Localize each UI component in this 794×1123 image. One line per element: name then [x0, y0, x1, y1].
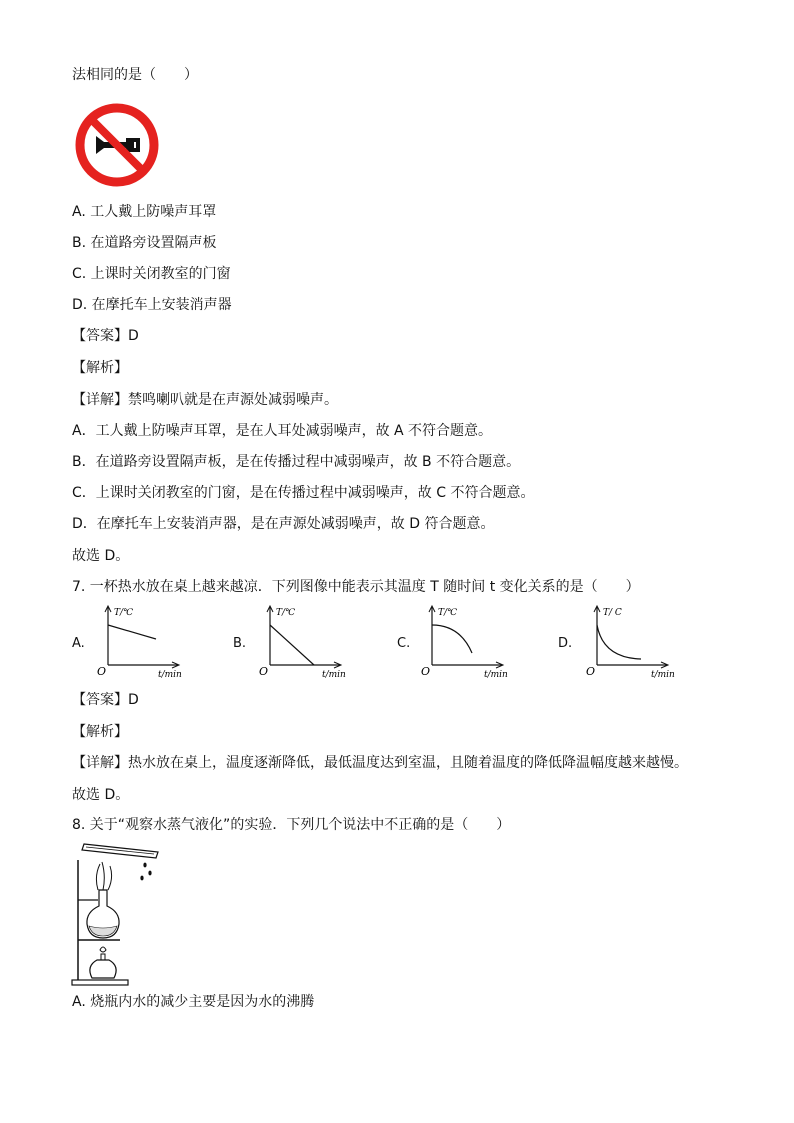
q6-answer: 【答案】D [72, 328, 139, 344]
q7-graph-d-ylabel: T/ C [603, 608, 622, 618]
q7-stem: 7. 一杯热水放在桌上越来越凉．下列图像中能表示其温度 T 随时间 t 变化关系的是（ ） [72, 579, 640, 595]
q6-option-d: D. 在摩托车上安装消声器 [72, 297, 232, 313]
q6-stem-tail: 法相同的是（ ） [72, 67, 198, 83]
q7-detail: 【详解】热水放在桌上，温度逐渐降低，最低温度达到室温，且随着温度的降低降温幅度越来越慢。 [72, 755, 688, 771]
q6-analysis-head: 【解析】 [72, 360, 128, 376]
q7-answer: 【答案】D [72, 692, 139, 708]
q6-conclusion: 故选 D。 [72, 548, 130, 564]
flask-heating-apparatus-icon [70, 838, 160, 988]
q7-graph-a-label: A. [72, 636, 85, 651]
q8-option-a: A. 烧瓶内水的减少主要是因为水的沸腾 [72, 994, 315, 1010]
q6-detail-5: D．在摩托车上安装消声器，是在声源处减弱噪声，故 D 符合题意。 [72, 516, 495, 532]
q7-graph-b [254, 603, 364, 683]
q6-option-b: B. 在道路旁设置隔声板 [72, 235, 217, 251]
q6-detail-1: 【详解】禁鸣喇叭就是在声源处减弱噪声。 [72, 392, 338, 408]
q7-graph-a-ylabel: T/℃ [114, 608, 134, 618]
q7-graph-d-origin: O [586, 665, 596, 678]
q7-graph-a-xlabel: t/min [158, 670, 182, 680]
q7-graph-c-ylabel: T/℃ [438, 608, 458, 618]
q6-detail-3: B．在道路旁设置隔声板，是在传播过程中减弱噪声，故 B 不符合题意。 [72, 454, 521, 470]
q7-conclusion: 故选 D。 [72, 787, 130, 803]
q7-graph-c [416, 603, 526, 683]
q7-graph-c-label: C. [397, 636, 411, 651]
q7-analysis-head: 【解析】 [72, 724, 128, 740]
q7-graph-c-xlabel: t/min [484, 670, 508, 680]
q7-graph-a-origin: O [97, 665, 107, 678]
q7-graph-b-origin: O [259, 665, 269, 678]
q6-detail-4: C．上课时关闭教室的门窗，是在传播过程中减弱噪声，故 C 不符合题意。 [72, 485, 535, 501]
q7-graph-a [92, 603, 202, 683]
q7-graph-c-origin: O [421, 665, 431, 678]
q7-graph-b-xlabel: t/min [322, 670, 346, 680]
q8-stem: 8. 关于“观察水蒸气液化”的实验．下列几个说法中不正确的是（ ） [72, 817, 511, 833]
q7-graph-b-ylabel: T/℃ [276, 608, 296, 618]
q6-option-a: A. 工人戴上防噪声耳罩 [72, 204, 217, 220]
no-horn-sign-icon [74, 102, 160, 188]
q6-detail-2: A．工人戴上防噪声耳罩，是在人耳处减弱噪声，故 A 不符合题意。 [72, 423, 493, 439]
q7-graph-d-label: D. [558, 636, 573, 651]
q7-graph-d [581, 603, 691, 683]
q7-graph-d-xlabel: t/min [651, 670, 675, 680]
q6-option-c: C. 上课时关闭教室的门窗 [72, 266, 231, 282]
q7-graph-b-label: B. [233, 636, 247, 651]
